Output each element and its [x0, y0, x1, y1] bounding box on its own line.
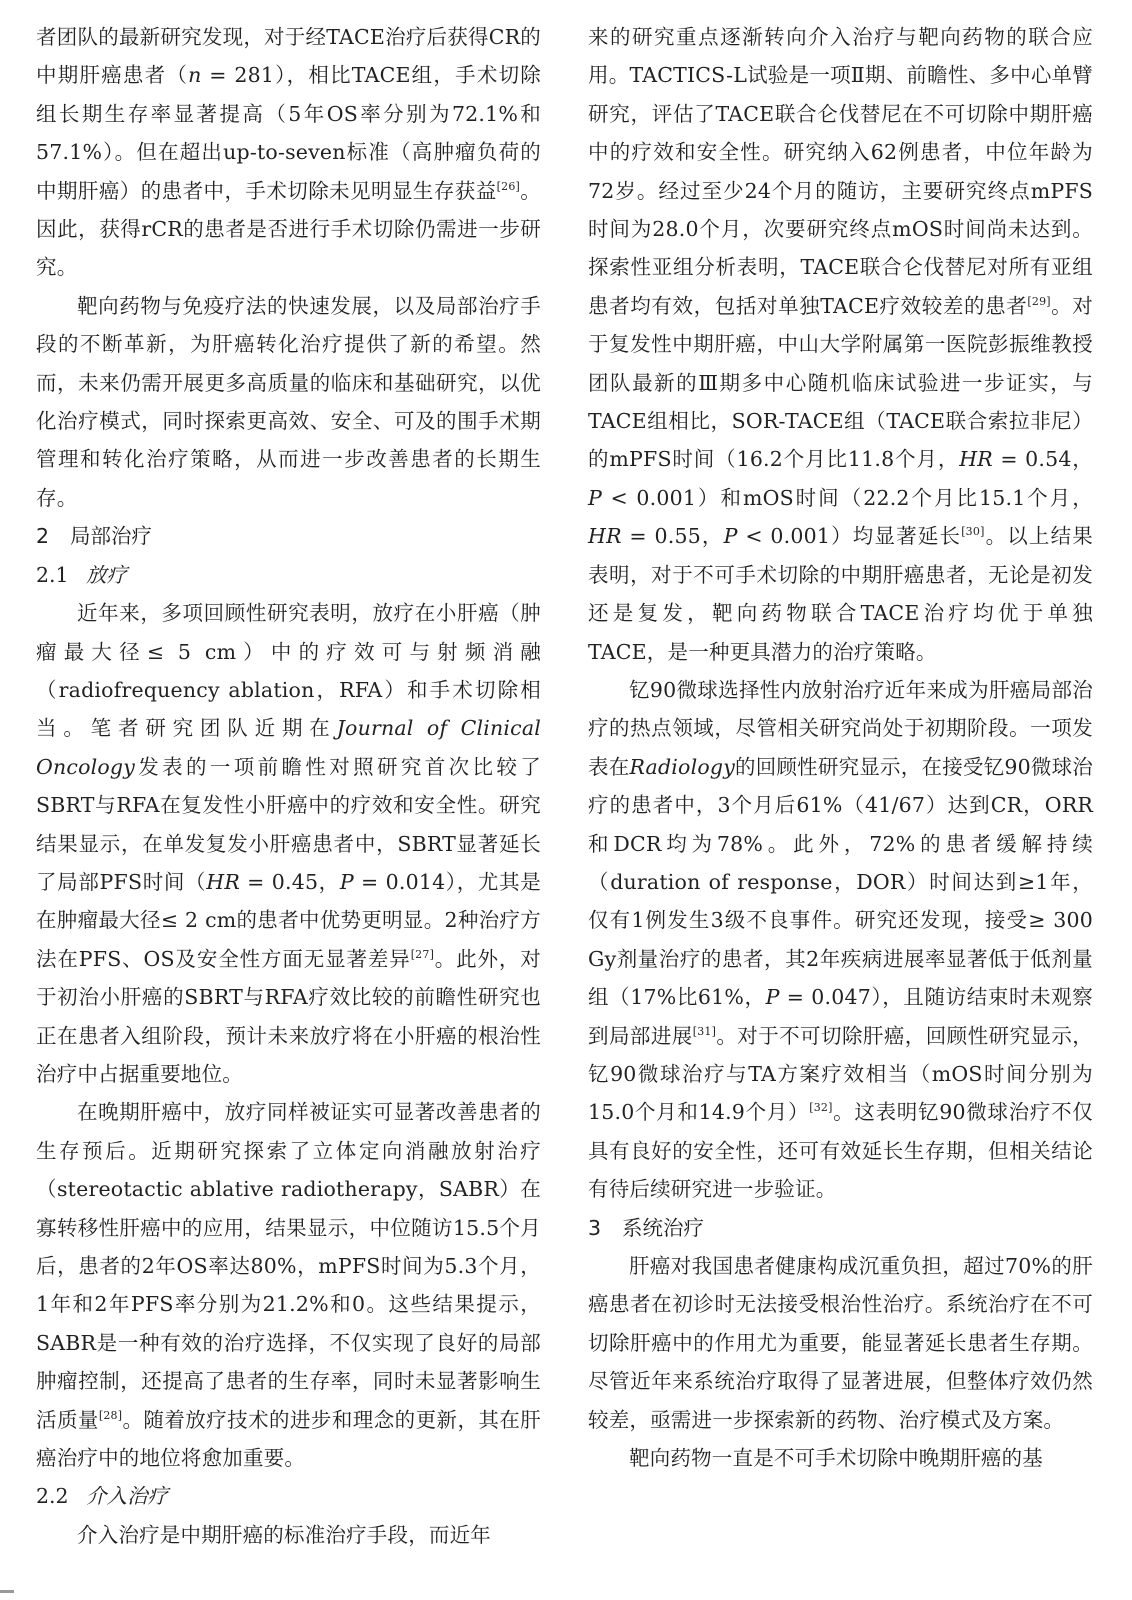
paragraph-tace-cr-resection: 者团队的最新研究发现，对于经TACE治疗后获得CR的中期肝癌患者（n = 281），相比TACE组，手术切除组长期生存率显著提高（5年OS率分别为72.1%和57.1%）。但在超出up-to-seven标准（高肿瘤负荷的中期肝癌）的患者中，手术切除未见明显生存获益[26]。因此，获得rCR的患者是否进行手术切除仍需进一步研究。 [36, 25, 542, 280]
paragraph-tactics-l: 来的研究重点逐渐转向介入治疗与靶向药物的联合应用。TACTICS-L试验是一项Ⅱ期、前瞻性、多中心单臂研究，评估了TACE联合仑伐替尼在不可切除中期肝癌中的疗效和安全性。研究纳入62例患者，中位年龄为72岁。经过至少24个月的随访，主要研究终点mPFS时间为28.0个月，次要研究终点mOS时间尚未达到。探索性亚组分析表明，TACE联合仑伐替尼对所有亚组患者均有效，包括对单独TACE疗效较差的患者[29]。对于复发性中期肝癌，中山大学附属第一医院彭振维教授团队最新的Ⅲ期多中心随机临床试验进一步证实，与TACE组相比，SOR-TACE组（TACE联合索拉非尼）的mPFS时间（16.2个月比11.8个月，HR = 0.54，P < 0.001）和mOS时间（22.2个月比15.1个月，HR = 0.55，P < 0.001）均显著延长[30]。以上结果表明，对于不可手术切除的中期肝癌患者，无论是初发还是复发，靶向药物联合TACE治疗均优于单独TACE，是一种更具潜力的治疗策略。 [588, 25, 1094, 664]
citation-31: [31] [692, 1024, 717, 1038]
paragraph-sbrt-vs-rfa: 近年来，多项回顾性研究表明，放疗在小肝癌（肿瘤最大径≤ 5 cm）中的疗效可与射频消融（radiofrequency ablation，RFA）和手术切除相当。笔者研究团队近期在Journal of Clinical Oncology发表的一项前瞻性对照研究首次比较了SBRT与RFA在复发性小肝癌中的疗效和安全性。研究结果显示，在单发复发小肝癌患者中，SBRT显著延长了局部PFS时间（HR = 0.45，P = 0.014），尤其是在肿瘤最大径≤ 2 cm的患者中优势更明显。2种治疗方法在PFS、OS及安全性方面无显著差异[27]。此外，对于初治小肝癌的SBRT与RFA疗效比较的前瞻性研究也正在患者入组阶段，预计未来放疗将在小肝癌的根治性治疗中占据重要地位。 [36, 601, 542, 1086]
citation-28: [28] [98, 1408, 123, 1422]
citation-26: [26] [496, 179, 521, 193]
subsection-heading-radiotherapy: 2.1 放疗 [36, 562, 127, 587]
citation-32: [32] [809, 1101, 833, 1115]
right-column [588, 18, 1093, 1477]
citation-30: [30] [961, 525, 985, 539]
page-edge-mark [0, 1590, 14, 1593]
paragraph-systemic-burden: 肝癌对我国患者健康构成沉重负担，超过70%的肝癌患者在初诊时无法接受根治性治疗。系统治疗在不可切除肝癌中的作用尤为重要，能显著延长患者生存期。尽管近年来系统治疗取得了显著进展，但整体疗效仍然较差，亟需进一步探索新的药物、治疗模式及方案。 [588, 1254, 1093, 1432]
paragraph-y90-microspheres: 钇90微球选择性内放射治疗近年来成为肝癌局部治疗的热点领域，尽管相关研究尚处于初期阶段。一项发表在Radiology的回顾性研究显示，在接受钇90微球治疗的患者中，3个月后61%（41/67）达到CR，ORR和DCR均为78%。此外，72%的患者缓解持续（duration of response，DOR）时间达到≥1年，仅有1例发生3级不良事件。研究还发现，接受≥ 300 Gy剂量治疗的患者，其2年疾病进展率显著低于低剂量组（17%比61%，P = 0.047），且随访结束时未观察到局部进展[31]。对于不可切除肝癌，回顾性研究显示，钇90微球治疗与TA方案疗效相当（mOS时间分别为15.0个月和14.9个月）[32]。这表明钇90微球治疗不仅具有良好的安全性，还可有效延长生存期，但相关结论有待后续研究进一步验证。 [588, 677, 1094, 1202]
paragraph-sabr-advanced: 在晚期肝癌中，放疗同样被证实可显著改善患者的生存预后。近期研究探索了立体定向消融放射治疗（stereotactic ablative radiotherapy，SABR）在寡转移性肝癌中的应用，结果显示，中位随访15.5个月后，患者的2年OS率达80%，mPFS时间为5.3个月，1年和2年PFS率分别为21.2%和0。这些结果提示，SABR是一种有效的治疗选择，不仅实现了良好的局部肿瘤控制，还提高了患者的生存率，同时未显著影响生活质量[28]。随着放疗技术的进步和理念的更新，其在肝癌治疗中的地位将愈加重要。 [36, 1100, 542, 1471]
paragraph-targeted-drugs-intro: 靶向药物一直是不可手术切除中晚期肝癌的基 [629, 1446, 1043, 1471]
paragraph-interventional-intro: 介入治疗是中期肝癌的标准治疗手段，而近年 [77, 1522, 491, 1547]
section-heading-local-therapy: 2 局部治疗 [36, 524, 152, 549]
left-column [36, 18, 541, 1554]
citation-29: [29] [1027, 295, 1051, 309]
subsection-heading-interventional: 2.2 介入治疗 [36, 1484, 168, 1509]
paragraph-targeted-immuno-outlook: 靶向药物与免疫疗法的快速发展，以及局部治疗手段的不断革新，为肝癌转化治疗提供了新的希望。然而，未来仍需开展更多高质量的临床和基础研究，以优化治疗模式，同时探索更高效、安全、可及的围手术期管理和转化治疗策略，从而进一步改善患者的长期生存。 [36, 293, 541, 510]
section-heading-systemic-therapy: 3 系统治疗 [588, 1215, 704, 1240]
citation-27: [27] [410, 947, 435, 961]
